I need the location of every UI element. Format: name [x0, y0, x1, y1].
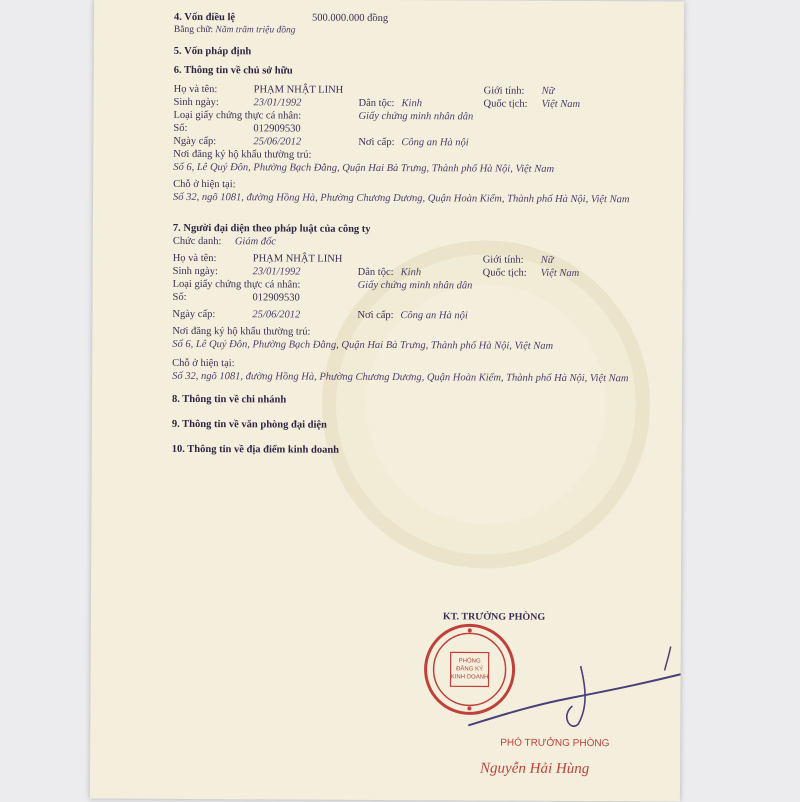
s7-no-label: Số: [172, 291, 187, 303]
s7-cur-label-row [172, 357, 672, 373]
s7-role-label: Chức danh: [172, 235, 222, 248]
seal-text-line2: ĐĂNG KÝ [456, 666, 484, 673]
s6-cur-label-row [173, 178, 673, 194]
s9-title: 9. Thông tin về văn phòng đại diện [171, 418, 327, 431]
s6-idtype-label: Loại giấy chứng thực cá nhân: [173, 109, 302, 122]
s7-idtype-label: Loại giấy chứng thực cá nhân: [172, 278, 301, 291]
s6-cur-value: Số 32, ngõ 1081, đường Hồng Hà, Phường Chương Dương, Quận Hoàn Kiếm, Thành phố Hà Nội, Việt Nam [173, 191, 630, 206]
s6-nation-label: Quốc tịch: [483, 98, 528, 110]
s6-gender-value: Nữ [541, 85, 555, 97]
s7-issued-row [172, 308, 672, 324]
s6-name-value: PHẠM NHẬT LINH [253, 84, 344, 96]
s6-perm-label: Nơi đăng ký hộ khẩu thường trú: [173, 148, 312, 161]
s10-title: 10. Thông tin về địa điểm kinh doanh [171, 443, 340, 456]
s6-no-value: 012909530 [253, 123, 301, 135]
s4-words-label: Bằng chữ: [173, 24, 214, 36]
s6-nation-value: Việt Nam [541, 98, 581, 111]
s7-cur-value: Số 32, ngõ 1081, đường Hồng Hà, Phường Chương Dương, Quận Hoàn Kiếm, Thành phố Hà Nội, Việt Nam [172, 370, 629, 385]
document-page [90, 0, 684, 802]
document-content [172, 9, 674, 459]
s4-words-value: Năm trăm triệu đồng [215, 25, 296, 36]
s7-perm-value: Số 6, Lê Quý Đôn, Phường Bạch Đằng, Quận Hai Bà Trưng, Thành phố Hà Nội, Việt Nam [172, 338, 554, 352]
s7-dob-label: Sinh ngày: [172, 265, 218, 278]
s4-words-row [174, 24, 674, 40]
s7-ethnic-label: Dân tộc: [357, 266, 394, 279]
s7-name-label: Họ và tên: [172, 252, 217, 265]
s7-name-value: PHẠM NHẬT LINH [252, 253, 343, 265]
s7-gender-label: Giới tính: [482, 254, 524, 266]
s7-no-row [173, 291, 673, 307]
s6-cur-label: Chỗ ở hiện tại: [173, 178, 236, 191]
s7-role-value: Giám đốc [234, 236, 276, 248]
s7-place-value: Công an Hà nội [400, 310, 468, 322]
s8-row [172, 393, 672, 409]
s7-place-label: Nơi cấp: [357, 309, 394, 322]
s6-place-label: Nơi cấp: [358, 136, 395, 149]
seal-text-line3: KINH DOANH [450, 674, 489, 681]
s8-title: 8. Thông tin về chi nhánh [171, 393, 287, 406]
s6-issued-label: Ngày cấp: [173, 135, 217, 148]
s7-ethnic-value: Kinh [400, 267, 422, 279]
s6-place-value: Công an Hà nội [401, 137, 469, 149]
s9-row [172, 418, 672, 434]
s7-role-row [173, 235, 673, 251]
s6-name-label: Họ và tên: [173, 83, 218, 96]
s7-perm-label-row [172, 325, 672, 341]
s7-nation-value: Việt Nam [540, 267, 580, 280]
sign-deputy-title: PHÓ TRƯỞNG PHÒNG [500, 737, 610, 750]
s7-dob-value: 23/01/1992 [252, 266, 301, 278]
s7-issued-label: Ngày cấp: [172, 308, 216, 321]
s6-idtype-value: Giấy chứng minh nhân dân [358, 110, 474, 123]
s6-perm-value: Số 6, Lê Quý Đôn, Phường Bạch Đằng, Quận Hai Bà Trưng, Thành phố Hà Nội, Việt Nam [173, 161, 555, 175]
seal-text-line1: PHÒNG [458, 658, 481, 665]
s4-amount: 500.000.000 đồng [311, 12, 389, 25]
s7-issued-value: 25/06/2012 [252, 309, 301, 321]
sign-signer-name: Nguyễn Hải Hùng [480, 760, 590, 778]
s4-title: 4. Vốn điều lệ [173, 11, 236, 24]
s6-perm-label-row [173, 148, 673, 164]
handwritten-signature [460, 635, 684, 746]
s7-title: 7. Người đại diện theo pháp luật của công ty [172, 222, 371, 235]
s6-ethnic-value: Kinh [401, 98, 423, 110]
s7-idtype-value: Giấy chứng minh nhân dân [357, 279, 473, 292]
s6-gender-label: Giới tính: [483, 85, 525, 97]
s6-row [174, 64, 674, 80]
s7-no-value: 012909530 [252, 292, 300, 304]
sign-head: KT. TRƯỞNG PHÒNG [442, 611, 546, 623]
s7-nation-label: Quốc tịch: [482, 267, 527, 279]
s6-issued-value: 25/06/2012 [253, 136, 302, 148]
s10-row [172, 443, 672, 459]
s7-cur-label: Chỗ ở hiện tại: [172, 357, 235, 370]
s5-row [174, 45, 674, 61]
s6-ethnic-label: Dân tộc: [358, 97, 395, 110]
s6-no-label: Số: [173, 122, 188, 134]
s6-title: 6. Thông tin về chủ sở hữu [173, 64, 293, 77]
s6-dob-label: Sinh ngày: [173, 96, 219, 109]
s7-gender-value: Nữ [540, 254, 554, 266]
s5-title: 5. Vốn pháp định [173, 45, 252, 58]
s6-dob-value: 23/01/1992 [253, 97, 302, 109]
s7-perm-label: Nơi đăng ký hộ khẩu thường trú: [172, 325, 311, 338]
